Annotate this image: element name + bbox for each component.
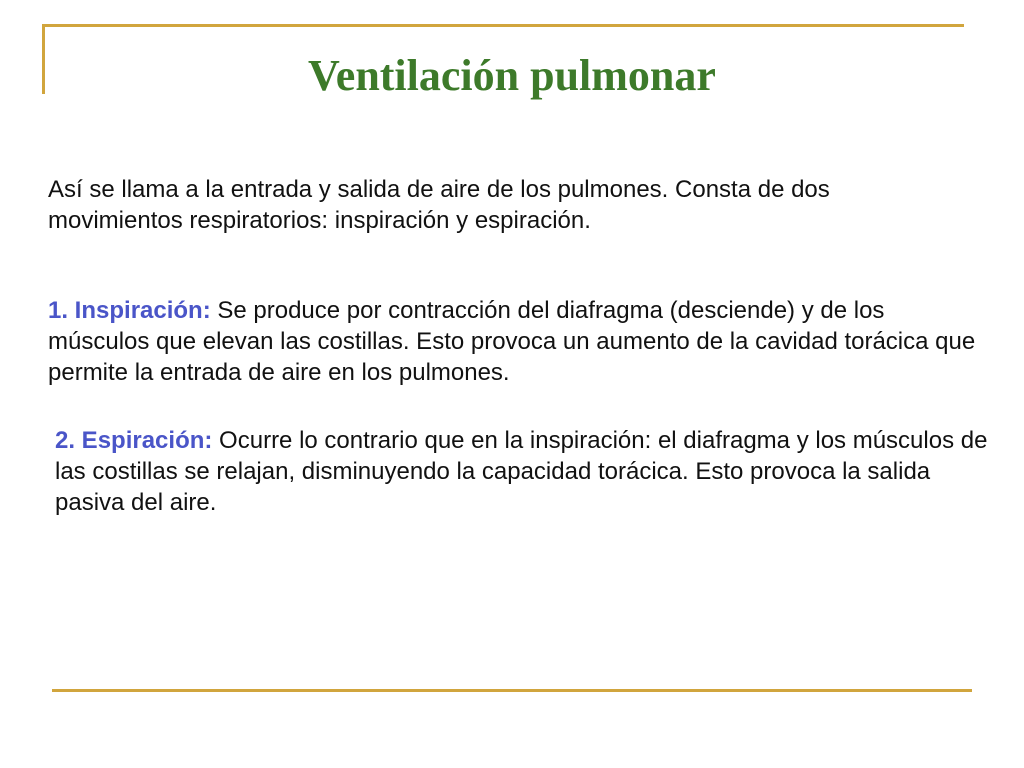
- slide-title: Ventilación pulmonar: [308, 51, 716, 100]
- frame-top-line: [42, 24, 964, 27]
- expiration-label: 2. Espiración:: [55, 427, 213, 454]
- inspiration-label: 1. Inspiración:: [48, 297, 211, 324]
- inspiration-text: Se produce por contracción del diafragma (desciende) y de los músculos que elevan las costillas. Esto provoca un aumento de la cavidad torácica que permite la entrada de aire en los pulmones.: [48, 297, 976, 386]
- frame-bottom-line: [52, 689, 972, 692]
- inspiration-paragraph: [48, 295, 978, 388]
- expiration-paragraph: [55, 425, 1005, 518]
- intro-paragraph: Así se llama a la entrada y salida de aire de los pulmones. Consta de dos movimientos respiratorios: inspiración y espiración.: [48, 176, 830, 234]
- expiration-text: Ocurre lo contrario que en la inspiración: el diafragma y los músculos de las costillas se relajan, disminuyendo la capacidad torácica. Esto provoca la salida pasiva del aire.: [55, 427, 988, 516]
